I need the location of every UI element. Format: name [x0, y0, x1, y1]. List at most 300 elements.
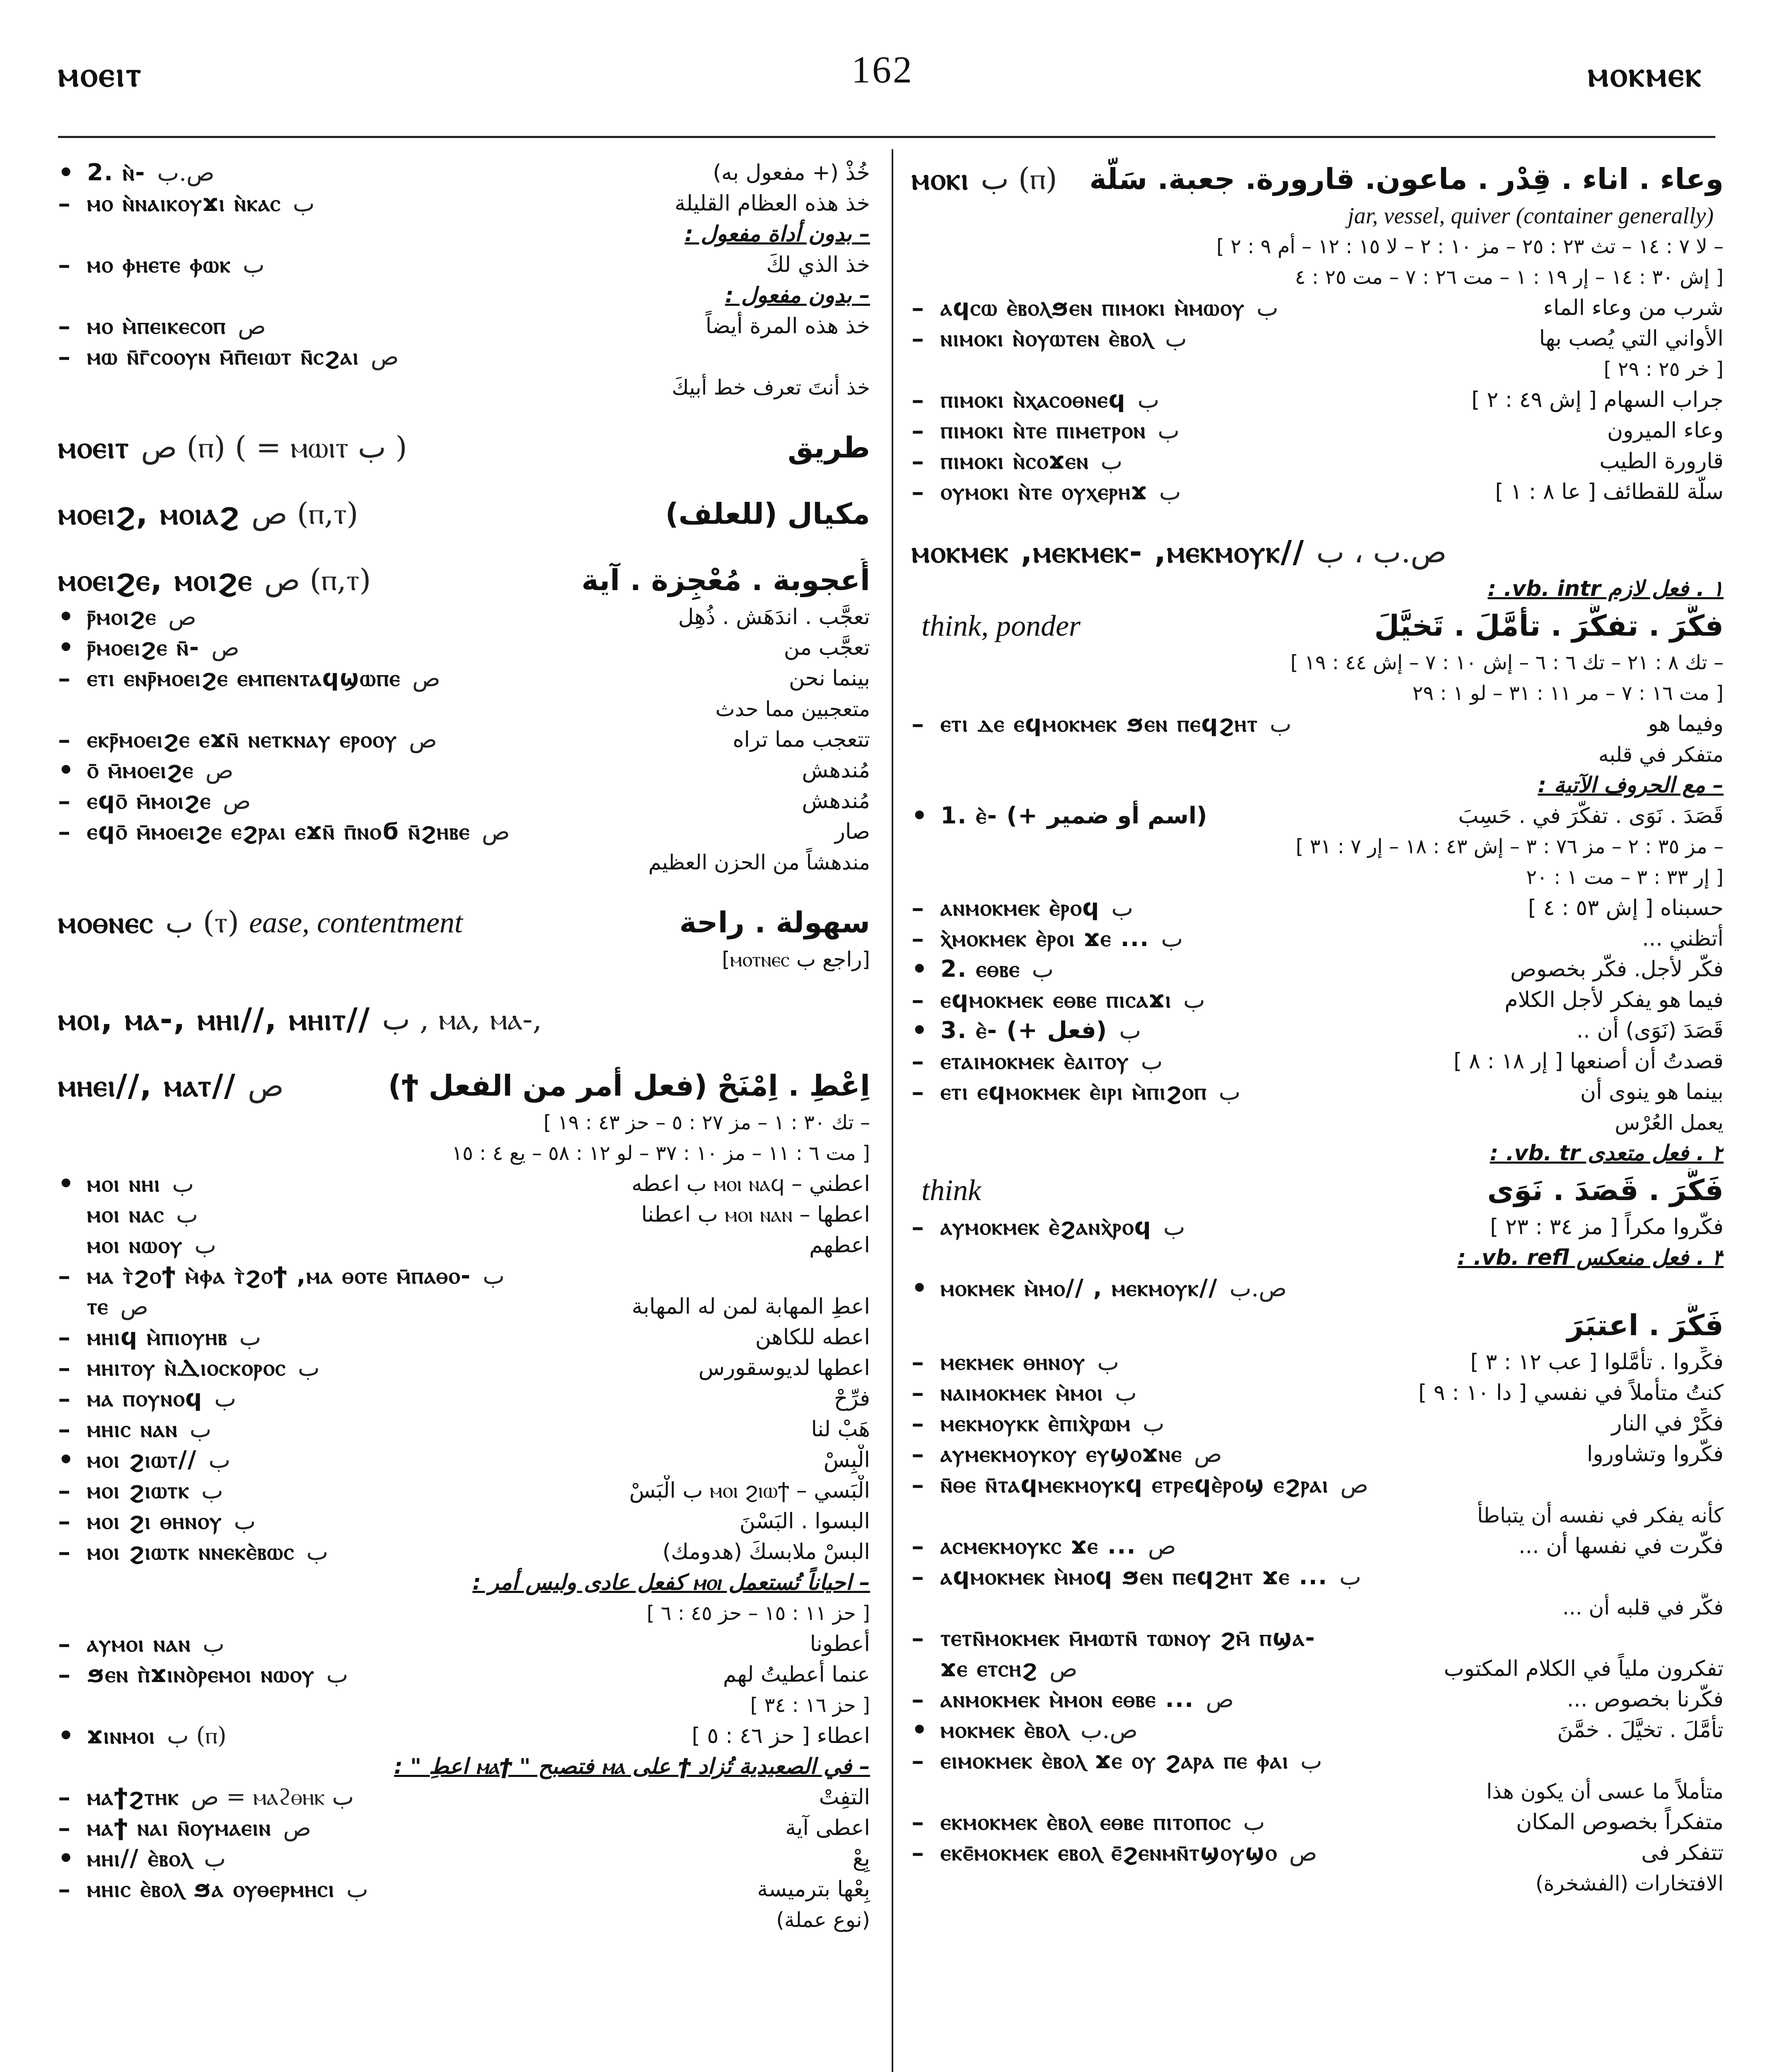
arabic-translation: فكِّروا . تأمَّلوا [ عب ١٢ : ٣ ]: [1470, 1350, 1724, 1375]
list-marker: –: [58, 1353, 70, 1382]
coptic-text: ⲙⲟⲓ ϩⲓ ⲑⲏⲛⲟⲩ: [87, 1508, 222, 1535]
list-marker: –: [912, 709, 924, 738]
arabic-translation: قارورة الطيب: [1599, 449, 1724, 474]
dialect-marker: ب: [1119, 1017, 1141, 1044]
dialect-marker: ب: [1142, 1410, 1165, 1437]
list-marker: –: [58, 1415, 70, 1444]
continuation-line: [58, 694, 870, 724]
list-marker: –: [58, 1537, 70, 1566]
subheading-text: – مع الحروف الآتية :: [1538, 773, 1724, 798]
continuation-line: [912, 1868, 1724, 1899]
headword: ⲙⲟⲉⲓϩ, ⲙⲟⲓⲁϩ: [58, 496, 240, 532]
example-line: [912, 801, 1724, 831]
dialect-marker: ب: [203, 1630, 225, 1658]
dialect-marker: ب: [172, 1170, 194, 1198]
subheading: [58, 1751, 870, 1782]
dialect-marker: ب: [293, 190, 315, 217]
example-line: [912, 1837, 1724, 1868]
reference-line: [912, 862, 1724, 893]
coptic-text: ⲡⲓⲙⲟⲕⲓ ⲛ̀ⲧⲉ ⲡⲓⲙⲉⲧⲣⲟⲛ: [941, 417, 1146, 444]
example-line: [58, 249, 870, 280]
coptic-text: ⲭ̀ⲙⲟⲕⲙⲉⲕ ⲉ̀ⲣⲟⲓ ϫⲉ ...: [941, 925, 1150, 952]
arabic-translation: مُندهش: [802, 789, 870, 813]
scripture-references: مت ٦ : ١١ – مز ١٠ : ٣٧ – لو ١٢ : ٥٨ – يع ٤ : ١٥ ]: [452, 1142, 870, 1165]
dialect-marker: ب: [1032, 956, 1054, 983]
scripture-references: إر ٣٣ : ٣ – مت ١ : ٢٠ ]: [1526, 866, 1724, 889]
dialect-marker: ب: [1183, 986, 1205, 1014]
list-marker: •: [58, 756, 74, 785]
reference-line: [912, 678, 1724, 709]
continuation-line: [58, 372, 870, 403]
list-marker: –: [58, 1875, 70, 1904]
coptic-text: ⲙⲟⲓ ϩⲓⲱⲧⲕ ⲛⲛⲉⲕⲉ̀ⲃⲱⲥ: [87, 1538, 295, 1565]
scripture-references: [ تك ٣٠ : ١ – مز ٢٧ : ٥ – حز ٤٣ : ١٩ –: [543, 1111, 870, 1134]
example-line: [58, 1506, 870, 1537]
list-marker: –: [912, 1562, 924, 1591]
subheading: [912, 1242, 1724, 1273]
list-marker: –: [58, 1384, 70, 1413]
example-line: [912, 293, 1724, 323]
list-marker: –: [58, 1323, 70, 1352]
coptic-text: ⲉϥⲙⲟⲕⲙⲉⲕ ⲉⲑⲃⲉ ⲡⲓⲥⲁϫⲓ: [941, 986, 1172, 1013]
arabic-gloss: اِعْطِ . اِمْنَحْ (فعل أمر من الفعل ϯ): [388, 1069, 870, 1103]
dialect-marker: ص: [409, 726, 437, 753]
subheading-text: – بدون أداة مفعول :: [684, 222, 870, 247]
list-marker: –: [912, 1746, 924, 1775]
coptic-text: ⲙⲏⲓ// ⲉ̀ⲃⲟⲗ: [87, 1845, 193, 1872]
coptic-text: ⲉⲧⲓ ⲉϥⲙⲟⲕⲙⲉⲕ ⲉ̀ⲓⲣⲓ ⲙ̀ⲡⲓϩⲟⲡ: [941, 1078, 1207, 1105]
list-marker: •: [58, 1721, 74, 1750]
list-marker: –: [58, 1813, 70, 1842]
continuation-line: [912, 739, 1724, 770]
coptic-text: ϫⲓⲛⲙⲟⲓ: [87, 1722, 155, 1749]
running-head-left: ⲙⲟⲉⲓⲧ: [58, 54, 143, 94]
list-marker: –: [912, 924, 924, 953]
arabic-translation: قَصَدَ (نَوَى) أن ..: [1576, 1018, 1724, 1043]
headword: ⲙⲏⲉⲓ//, ⲙⲁⲧ//: [58, 1067, 236, 1104]
continuation-text: متفكر في قلبه: [1598, 743, 1724, 767]
example-line: [912, 1077, 1724, 1107]
arabic-translation: بِعْ: [852, 1846, 870, 1871]
coptic-text: ⲉϥⲟ̄ ⲙ̄ⲙⲟⲉⲓϩⲉ ⲉϩⲣⲁⲓ ⲉϫⲛ̄ ⲡ̄ⲛⲟϭ ⲛ̄ϩⲏⲃⲉ: [87, 818, 470, 845]
dialect-marker: ص (ⲡ) ( = ⲙⲱⲓⲧ ب ): [141, 430, 407, 465]
list-marker: –: [58, 250, 70, 279]
list-marker: •: [58, 1169, 74, 1198]
right-column: [912, 157, 1724, 1899]
coptic-text: ⲛⲓⲙⲟⲕⲓ ⲛ̀ⲟⲩⲱⲧⲉⲛ ⲉ̀ⲃⲟⲗ: [941, 325, 1153, 352]
arabic-translation: هَبْ لنا: [811, 1417, 870, 1442]
arabic-translation: صار: [834, 819, 870, 844]
running-head-right: ⲙⲟⲕⲙⲉⲕ: [1588, 54, 1703, 94]
example-line: [58, 1414, 870, 1445]
example-line: [58, 1874, 870, 1905]
coptic-text: ⲙⲏⲓⲥ ⲉ̀ⲃⲟⲗ ϧⲁ ⲟⲩⲑⲉⲣⲙⲏⲥⲓ: [87, 1876, 335, 1903]
english-gloss: ease, contentment: [249, 905, 463, 939]
continuation-text: كأنه يفكر في نفسه أن يتباطأ: [1477, 1503, 1724, 1527]
continuation-text: متأملاً ما عسى أن يكون هذا: [1486, 1779, 1724, 1803]
coptic-text: ⲙⲟⲓ ⲛⲏⲓ: [87, 1170, 161, 1197]
coptic-text: ⲣ̄ⲙⲟⲉⲓϩⲉ ⲛ̄-: [87, 634, 200, 661]
subheading: [58, 1567, 870, 1598]
coptic-text: ⲧⲉⲧⲛ̄ⲙⲟⲕⲙⲉⲕ ⲙ̄ⲙⲱⲧⲛ̄ ⲧⲱⲛⲟⲩ ϩⲙ̄ ⲡϣⲁ-: [941, 1624, 1316, 1651]
list-marker: •: [912, 1016, 928, 1045]
arabic-translation: تعجَّب . اندَهَش . ذُهِل: [678, 605, 870, 629]
dialect-marker: ص: [1049, 1655, 1078, 1682]
dialect-marker: ص: [1289, 1839, 1318, 1866]
arabic-translation: جراب السهام [ إش ٤٩ : ٢ ]: [1471, 387, 1724, 412]
list-marker: –: [912, 1047, 924, 1076]
coptic-text: ⲙⲉⲕⲙⲉⲕ ⲑⲏⲛⲟⲩ: [941, 1348, 1086, 1375]
example-line: [58, 1659, 870, 1690]
list-marker: –: [912, 416, 924, 445]
list-marker: –: [912, 1624, 924, 1653]
example-line: [58, 1813, 870, 1843]
arabic-gloss: فكَّرَ . تفكَّرَ . تأمَّلَ . تَخيَّلَ: [1374, 609, 1724, 643]
arabic-translation: متفكراً بخصوص المكان: [1516, 1810, 1724, 1835]
example-line: [912, 923, 1724, 954]
arabic-translation: قصدتُ أن أصنعها [ إر ١٨ : ٨ ]: [1453, 1049, 1724, 1074]
list-marker: –: [912, 324, 924, 353]
dialect-marker: ب: [204, 1845, 226, 1872]
subheading: [912, 574, 1724, 604]
list-marker: –: [912, 985, 924, 1014]
continuation-text: الافتخارات (الفشخرة): [1535, 1871, 1724, 1895]
headword-entry: [58, 492, 870, 535]
list-marker: –: [58, 817, 70, 846]
continuation-line: [58, 847, 870, 878]
list-marker: –: [912, 477, 924, 506]
dialect-marker: ب (ⲡ): [167, 1722, 227, 1749]
dialect-marker: ب: [326, 1661, 348, 1688]
continuation-text: خذ أنتَ تعرف خط أبيكَ: [672, 375, 870, 399]
dialect-marker: ب: [483, 1262, 505, 1290]
reference-line: [912, 262, 1724, 293]
example-line: [912, 1212, 1724, 1242]
headword-entry: [912, 530, 1724, 574]
arabic-gloss: فَكَّرَ . قَصَدَ . نَوَى: [1487, 1173, 1724, 1207]
coptic-text: ⲙⲟⲕⲙⲉⲕ ⲉ̀ⲃⲟⲗ: [941, 1716, 1069, 1743]
example-line: [912, 1273, 1724, 1304]
list-marker: –: [58, 1261, 70, 1290]
example-line: [58, 1475, 870, 1506]
dialect-marker: ب: [1161, 925, 1183, 952]
sense-definition: [912, 604, 1724, 647]
coptic-text: ⲙⲟ ⲫⲏⲉⲧⲉ ⲫⲱⲕ: [87, 251, 231, 278]
subheading: [58, 219, 870, 249]
dialect-marker: ص: [211, 634, 239, 661]
reference-line: [912, 647, 1724, 678]
arabic-translation: اعطها لديوسقورس: [698, 1356, 870, 1380]
example-line: [58, 1721, 870, 1751]
coptic-text: ⲙⲟ ⲛ̀ⲛⲁⲓⲕⲟⲩϫⲓ ⲛ̀ⲕⲁⲥ: [87, 190, 281, 217]
english-gloss: think, ponder: [921, 609, 1081, 642]
coptic-text: ⲟ̄ ⲙ̄ⲙⲟⲉⲓϩⲉ: [87, 757, 194, 784]
continuation-text: فكَّر في قلبه أن ...: [1562, 1595, 1724, 1619]
example-line: [58, 1230, 870, 1261]
example-line: [58, 755, 870, 786]
arabic-translation: فكَّروا مكراً [ مز ٣٤ : ٢٣ ]: [1490, 1215, 1724, 1239]
arabic-translation: خذ هذه المرة أيضاً: [705, 314, 870, 339]
coptic-text: ⲙⲏⲓⲧⲟⲩ ⲛ̀Ⲇⲓⲟⲥⲕⲟⲣⲟⲥ: [87, 1354, 286, 1381]
list-marker: •: [912, 1716, 928, 1745]
arabic-translation: وعاء الميرون: [1607, 418, 1724, 443]
example-line: [58, 1169, 870, 1199]
coptic-text: 2. ⲛ̀-: [87, 159, 146, 186]
arabic-translation: الْبِسْ: [823, 1447, 870, 1472]
headword: ⲙⲟⲕⲓ: [912, 161, 970, 197]
arabic-translation: أتظني ...: [1642, 926, 1724, 951]
english-line: [912, 201, 1724, 231]
continuation-text: يعمل العُرْس: [1615, 1111, 1724, 1135]
arabic-translation: فكَّروا وتشاوروا: [1587, 1442, 1724, 1467]
example-line: [58, 602, 870, 632]
list-marker: –: [58, 1507, 70, 1536]
example-line: [912, 1561, 1724, 1592]
coptic-text: ⲉⲕⲉ̄ⲙⲟⲕⲙⲉⲕ ⲉⲃⲟⲗ ⲉ̄ϩⲉⲛⲙⲛ̄ⲧϣⲟⲩϣⲟ: [941, 1839, 1278, 1866]
continuation-line: [912, 1107, 1724, 1138]
dialect-marker: ص: [1194, 1440, 1222, 1468]
headword-entry: [58, 901, 870, 944]
example-line: [912, 1347, 1724, 1377]
dialect-marker: ب: [1158, 417, 1180, 444]
english-gloss: jar, vessel, quiver (container generally): [1347, 203, 1714, 229]
dialect-marker: ص.ب: [1229, 1275, 1287, 1302]
coptic-text: ⲙⲟ ⲙ̀ⲡⲉⲓⲕⲉⲥⲟⲡ: [87, 312, 226, 339]
header-rule: [58, 136, 1715, 138]
dialect-marker: ب: [234, 1508, 256, 1535]
example-line: [58, 1291, 870, 1322]
list-marker: –: [912, 1532, 924, 1561]
arabic-translation: بِعْها بترميسة: [757, 1877, 870, 1902]
scripture-references: مت ١٦ : ٧ – مر ١١ : ٣١ – لو ١ : ٢٩ ]: [1412, 682, 1724, 705]
list-marker: –: [912, 1685, 924, 1714]
dialect-marker: ص.ب ، ب: [1316, 535, 1447, 569]
list-marker: –: [912, 1077, 924, 1106]
arabic-translation: بينما هو ينوى أن: [1580, 1080, 1724, 1104]
arabic-translation: خذ هذه العظام القليلة: [675, 191, 870, 216]
reference-line: [912, 831, 1724, 862]
coptic-text: ϫⲉ ⲉⲧⲥⲏϩ: [941, 1655, 1038, 1682]
arabic-translation: البسْ ملابسكَ (هدومك): [662, 1539, 870, 1564]
coptic-text: ⲁⲛⲙⲟⲕⲙⲉⲕ ⲉ̀ⲣⲟϥ: [941, 894, 1100, 921]
dialect-marker: ب: [297, 1354, 320, 1382]
list-marker: •: [58, 633, 74, 662]
example-line: [912, 477, 1724, 507]
dialect-marker: ب: [242, 251, 265, 278]
example-line: [58, 1445, 870, 1475]
dialect-marker: ص: [222, 787, 251, 815]
coptic-text: ⲁⲛⲙⲟⲕⲙⲉⲕ ⲙ̀ⲙⲟⲛ ⲉⲑⲃⲉ ...: [941, 1686, 1194, 1713]
arabic-translation: تفكرون ملياً في الكلام المكتوب: [1443, 1656, 1724, 1681]
dialect-marker: ب: [189, 1416, 212, 1443]
continuation-line: [58, 1905, 870, 1935]
dialect-marker: ب: [1219, 1078, 1241, 1106]
arabic-gloss: مكيال (للعلف): [665, 497, 870, 531]
coptic-text: ⲁⲩⲙⲉⲕⲙⲟⲩⲕⲟⲩ ⲉⲩϣⲟϫⲛⲉ: [941, 1440, 1182, 1467]
example-line: [912, 1408, 1724, 1439]
example-line: [912, 985, 1724, 1015]
dialect-marker: ص: [1340, 1471, 1368, 1498]
headword-entry: [58, 559, 870, 602]
headword: ⲙⲟⲑⲛⲉⲥ: [58, 904, 154, 940]
scripture-references: [ تك ٨ : ٢١ – تك ٦ : ٦ – إش ١٠ : ٧ – إش ٤٤ : ١٩ –: [1290, 651, 1724, 674]
dialect-marker: ص: [283, 1814, 311, 1842]
dialect-marker: ب: [1339, 1563, 1361, 1590]
example-line: [58, 632, 870, 663]
arabic-translation: اعطاء [ حز ٤٦ : ٥ ]: [691, 1723, 870, 1748]
scripture-references: [ حز ١١ : ١٥ – حز ٤٥ : ٦ ]: [646, 1602, 870, 1625]
example-line: [58, 1199, 870, 1230]
example-line: [58, 786, 870, 816]
scripture-references: [ خر ٢٥ : ٢٩ ]: [1603, 358, 1724, 381]
example-line: [58, 663, 870, 694]
arabic-translation: بينما نحن: [789, 666, 870, 691]
continuation-line: [912, 1500, 1724, 1531]
dialect-marker: ص: [1148, 1532, 1176, 1560]
dialect-marker: ص: [120, 1293, 148, 1320]
coptic-text: ⲉⲓⲙⲟⲕⲙⲉⲕ ⲉ̀ⲃⲟⲗ ϫⲉ ⲟⲩ ϩⲁⲣⲁ ⲡⲉ ⲫⲁⲓ: [941, 1747, 1289, 1774]
subheading-text: – احياناً تُستعمل ⲙⲟⲓ كفعل عادى وليس أمر :: [472, 1570, 870, 1595]
coptic-text: ⲙⲁϯϩⲧⲏⲕ: [87, 1784, 179, 1811]
arabic-translation: خُذْ (+ مفعول به): [713, 160, 870, 185]
coptic-text: ⲟⲩⲙⲟⲕⲓ ⲛ̀ⲧⲉ ⲟⲩⲭⲉⲣⲏϫ: [941, 478, 1148, 505]
example-line: [58, 1537, 870, 1567]
coptic-text: ⲛⲁⲓⲙⲟⲕⲙⲉⲕ ⲙ̀ⲙⲟⲓ: [941, 1379, 1104, 1406]
coptic-text: ⲁⲥⲙⲉⲕⲙⲟⲩⲕⲥ ϫⲉ ...: [941, 1532, 1136, 1559]
coptic-text: ⲉⲧⲁⲓⲙⲟⲕⲙⲉⲕ ⲉ̀ⲁⲓⲧⲟⲩ: [941, 1048, 1129, 1075]
list-marker: •: [58, 1445, 74, 1474]
example-line: [912, 709, 1724, 739]
dialect-marker: ص (ⲡ,ⲧ): [251, 496, 358, 531]
arabic-gloss: طريق: [788, 431, 870, 465]
arabic-translation: فرِّحْ: [834, 1386, 870, 1411]
dialect-marker: ص: [168, 603, 196, 631]
arabic-translation: أعطونا: [810, 1631, 870, 1656]
subheading-text: – في الصعيدية تُزاد ϯ على ⲙⲁ فتصبح " ⲙⲁϯ اعطِ " :: [394, 1754, 870, 1779]
list-marker: –: [912, 385, 924, 414]
arabic-translation: فكَّرت في نفسها أن ...: [1518, 1534, 1724, 1559]
example-line: [912, 1653, 1724, 1684]
example-line: [912, 1807, 1724, 1837]
coptic-text: ⲉⲧⲓ ⲇⲉ ⲉϥⲙⲟⲕⲙⲉⲕ ϧⲉⲛ ⲡⲉϥϩⲏⲧ: [941, 710, 1258, 737]
subheading: [912, 1138, 1724, 1169]
arabic-translation: اعطى آية: [785, 1815, 870, 1840]
list-marker: •: [58, 158, 74, 187]
dialect-marker: ب (ⲧ): [165, 905, 239, 939]
arabic-translation: الْبَسي – ⲙⲟⲓ ϩⲓⲱϯ ب الْبَسْ: [629, 1478, 870, 1503]
dialect-marker: ب: [194, 1232, 216, 1259]
example-line: [58, 157, 870, 188]
headword-entry: [58, 426, 870, 469]
coptic-text: ⲛ̄ⲑⲉ ⲛ̄ⲧⲁϥⲙⲉⲕⲙⲟⲩⲕϥ ⲉⲧⲣⲉϥⲉ̀ⲣⲟϣ ⲉϩⲣⲁⲓ: [941, 1471, 1329, 1498]
subheading: [58, 280, 870, 311]
headword-entry: [58, 1064, 870, 1107]
example-line: [912, 1531, 1724, 1561]
arabic-translation: فكَّر لأجل. فكَّر بخصوص: [1510, 957, 1724, 982]
english-gloss: think: [921, 1173, 981, 1207]
arabic-translation: اعطِ المهابة لمن له المهابة: [631, 1294, 870, 1319]
arabic-translation: سلَّة للقطائف [ عا ٨ : ١ ]: [1495, 479, 1724, 504]
list-marker: –: [58, 664, 70, 693]
example-line: [58, 1353, 870, 1383]
arabic-translation: اعطني – ⲙⲟⲓ ⲛⲁϥ ب اعطه: [631, 1171, 870, 1196]
coptic-text: ⲙⲁ ⲧ̀ϩⲟϯ ⲙ̀ⲫⲁ ⲧ̀ϩⲟϯ ,ⲙⲁ ⲑⲟⲧⲉ ⲙ̄ⲡⲁⲑⲟ-: [87, 1262, 471, 1289]
dialect-marker: ب: [346, 1876, 368, 1903]
coptic-text: ⲧⲉ: [87, 1293, 109, 1320]
example-line: [58, 341, 870, 372]
list-marker: –: [912, 1838, 924, 1867]
coptic-text: ⲁϥⲙⲟⲕⲙⲉⲕ ⲙ̀ⲙⲟϥ ϧⲉⲛ ⲡⲉϥϩⲏⲧ ϫⲉ ...: [941, 1563, 1328, 1590]
example-line: [912, 1715, 1724, 1745]
example-line: [912, 1469, 1724, 1500]
arabic-translation: البسوا . البَسْنَ: [739, 1509, 870, 1534]
coptic-text: ⲙⲟⲓ ϩⲓⲱⲧⲕ: [87, 1477, 190, 1504]
list-marker: –: [912, 1348, 924, 1377]
example-line: [58, 816, 870, 847]
scripture-references: [ حز ١٦ : ٣٤ ]: [750, 1694, 870, 1717]
continuation-text: متعجبين مما حدث: [715, 697, 870, 721]
example-line: [912, 323, 1724, 354]
coptic-text: ⲙⲱ ⲛ̄ⲅ̄ⲥⲟⲟⲩⲛ ⲙ̄ⲡ̄ⲉⲓⲱⲧ ⲛ̄ⲥϩⲁⲓ: [87, 343, 359, 370]
sense-definition: [912, 1169, 1724, 1212]
arabic-translation: مُندهش: [802, 758, 870, 783]
headword: ⲙⲟⲓ, ⲙⲁ-, ⲙⲏⲓ//, ⲙⲏⲓⲧ//: [58, 1001, 371, 1037]
example-line: [912, 1046, 1724, 1077]
example-line: [58, 1322, 870, 1353]
reference-line: [912, 231, 1724, 262]
list-marker: –: [912, 1440, 924, 1469]
example-line: [912, 954, 1724, 985]
list-marker: •: [912, 955, 928, 984]
example-line: [912, 893, 1724, 923]
example-line: [912, 1377, 1724, 1408]
dialect-marker: ب: [1100, 448, 1123, 475]
list-marker: –: [58, 1660, 70, 1689]
dialect-marker: ب: [176, 1201, 198, 1228]
list-marker: –: [912, 893, 924, 922]
dialect-marker: ص: [247, 1068, 284, 1103]
coptic-text: ⲙⲟⲕⲙⲉⲕ ⲙ̀ⲙⲟ// , ⲙⲉⲕⲙⲟⲩⲕ//: [941, 1275, 1218, 1302]
dialect-marker: ص = ⲙⲁϩⲑⲏⲕ ب: [191, 1784, 354, 1811]
arabic-gloss: فَكَّرَ . اعتبَرَ: [1567, 1308, 1724, 1342]
list-marker: –: [912, 447, 924, 476]
coptic-text: ⲡⲓⲙⲟⲕⲓ ⲛ̀ⲥⲟϫⲉⲛ: [941, 448, 1089, 474]
dialect-marker: ب: [1243, 1808, 1265, 1836]
continuation-text: [راجع ب ⲙⲟⲧⲛⲉⲥ]: [722, 947, 870, 971]
coptic-text: ⲡⲓⲙⲟⲕⲓ ⲛ̀ⲭⲁⲥⲟⲑⲛⲉϥ: [941, 386, 1126, 413]
dialect-marker: ص: [412, 665, 440, 692]
continuation-line: [912, 1592, 1724, 1623]
arabic-translation: فكِّرْ في النار: [1611, 1411, 1724, 1436]
dialect-marker: ب: [1300, 1747, 1323, 1774]
headword-entry: [912, 157, 1724, 201]
arabic-translation: شرب من وعاء الماء: [1543, 295, 1724, 320]
coptic-text: ⲙⲏⲓⲥ ⲛⲁⲛ: [87, 1416, 178, 1443]
list-marker: •: [912, 1274, 928, 1303]
sense-definition: [912, 1304, 1724, 1347]
list-marker: –: [912, 1213, 924, 1242]
example-line: [912, 1623, 1724, 1653]
arabic-translation: اعطهم: [809, 1233, 870, 1258]
dialect-marker: ب: [214, 1385, 236, 1412]
arabic-translation: التفِتْ: [819, 1785, 870, 1810]
continuation-text: (نوع عملة): [776, 1908, 870, 1932]
dialect-marker: ب: [1256, 294, 1279, 322]
list-marker: •: [58, 603, 74, 632]
example-line: [912, 385, 1724, 415]
coptic-text: ϧⲉⲛ ⲡ̀ϫⲓⲛⲟ̀ⲣⲉⲙⲟⲓ ⲛⲱⲟⲩ: [87, 1661, 315, 1688]
scripture-references: [ مز ٣٥ : ٢ – مز ٧٦ : ٣ – إش ٤٣ : ١٨ – إر ٧ : ٣١ –: [1296, 835, 1724, 858]
